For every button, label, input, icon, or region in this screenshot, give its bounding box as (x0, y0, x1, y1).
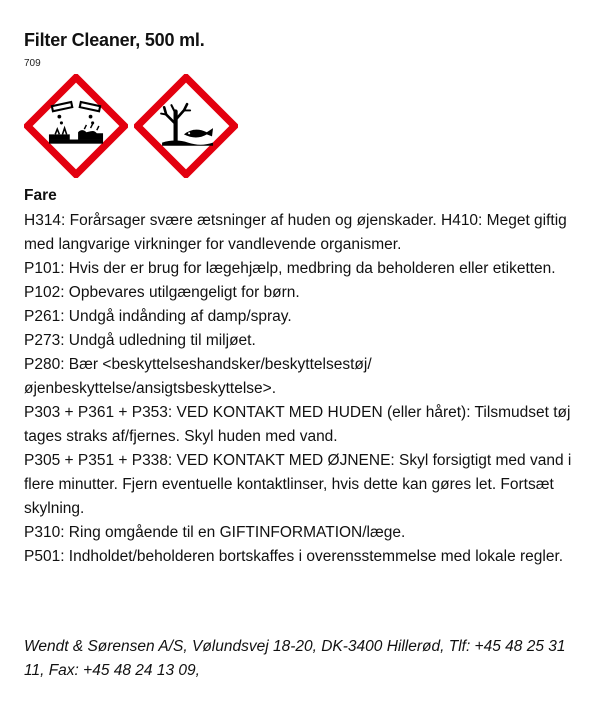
hazard-statements (24, 209, 580, 569)
statement-h314-h410: H314: Forårsager svære ætsninger af huden og øjenskader. H410: Meget giftig med langvarige virkninger for vandlevende organismer. (24, 212, 567, 253)
statement-p310: P310: Ring omgående til en GIFTINFORMATION/læge. (24, 524, 406, 541)
statement-p303-p361-p353: P303 + P361 + P353: VED KONTAKT MED HUDEN (eller håret): Tilsmudset tøj tages straks af/fjernes. Skyl huden med vand. (24, 404, 571, 445)
statement-p280: P280: Bær <beskyttelseshandsker/beskyttelsestøj/ øjenbeskyttelse/ansigtsbeskyttelse>. (24, 356, 372, 397)
product-title: Filter Cleaner, 500 ml. (24, 30, 205, 50)
ghs-pictograms (24, 74, 244, 178)
statement-p102: P102: Opbevares utilgængeligt for børn. (24, 284, 300, 301)
statement-p273: P273: Undgå udledning til miljøet. (24, 332, 256, 349)
product-code: 709 (24, 58, 41, 69)
signal-word: Fare (24, 187, 57, 204)
ghs-corrosive-icon (24, 74, 128, 178)
statement-p501: P501: Indholdet/beholderen bortskaffes i overensstemmelse med lokale regler. (24, 548, 564, 565)
statement-p261: P261: Undgå indånding af damp/spray. (24, 308, 292, 325)
statement-p101: P101: Hvis der er brug for lægehjælp, medbring da beholderen eller etiketten. (24, 260, 556, 277)
ghs-environment-icon (134, 74, 238, 178)
statement-p305-p351-p338: P305 + P351 + P338: VED KONTAKT MED ØJNENE: Skyl forsigtigt med vand i flere minutter. Fjern eventuelle kontaktlinser, hvis dette kan gøres let. Fortsæt skylning. (24, 452, 572, 517)
supplier-info: Wendt & Sørensen A/S, Vølundsvej 18-20, DK-3400 Hillerød, Tlf: +45 48 25 31 11, Fax: +45 48 24 13 09, (24, 638, 566, 679)
